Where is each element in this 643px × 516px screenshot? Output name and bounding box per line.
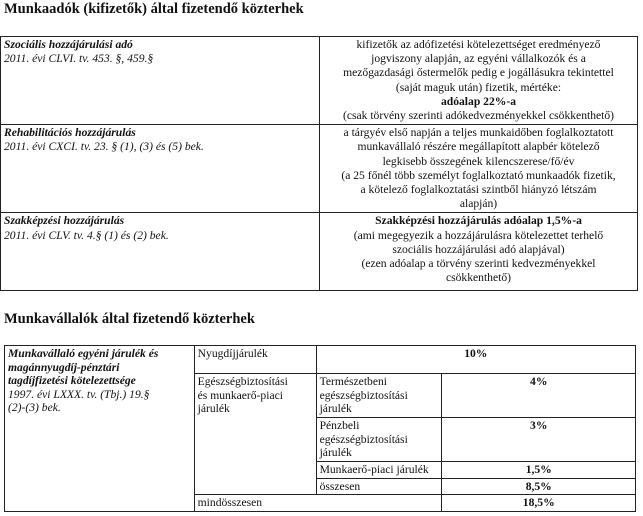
employee-contributions-table <box>4 345 636 512</box>
charge-description-cell <box>320 125 638 213</box>
desc-line-rate: adóalap 22%-a <box>440 94 517 108</box>
desc-line: (ezen adóalap a törvény szerinti kedvezményekkel <box>361 257 596 271</box>
charge-description-cell <box>320 37 638 125</box>
desc-line: a tárgyév első napján a teljes munkaidőben foglalkoztatott <box>343 126 614 140</box>
pension-value: 10% <box>316 346 635 374</box>
total-value: 18,5% <box>442 495 636 512</box>
desc-line: a kötelező foglalkoztatási szintből hiányzó létszám <box>360 183 597 197</box>
cash-label-cell <box>316 418 442 462</box>
charge-name: Szociális hozzájárulási adó <box>4 38 133 51</box>
employer-charges-table <box>0 36 638 291</box>
pension-label: Nyugdíjjárulék <box>194 346 316 374</box>
health-label-line: járulék <box>197 402 230 416</box>
charge-name-cell <box>1 213 320 291</box>
charge-description-cell <box>320 213 638 291</box>
charge-name-cell <box>1 37 320 125</box>
desc-line: csökkenthető) <box>445 271 512 285</box>
health-label-line: Egészségbiztosítási <box>197 375 288 388</box>
in-kind-label-cell <box>316 374 442 418</box>
charge-law: 2011. évi CXCI. tv. 23. § (1), (3) és (5) bek. <box>4 140 204 154</box>
desc-line: (a 25 főnél több személyt foglalkoztató munkaadók fizetik, <box>341 168 616 182</box>
health-label-line: és munkaerő-piaci <box>197 388 283 402</box>
charge-name: Rehabilitációs hozzájárulás <box>4 126 136 140</box>
employee-law-line: 1997. évi LXXX. tv. (Tbj.) 19.§ <box>8 387 150 401</box>
desc-line: kifizetők az adófizetési kötelezettséget eredményező <box>356 38 601 51</box>
desc-line: legkisebb összegének kilencszerese/fő/év <box>382 154 575 168</box>
charge-law: 2011. évi CLV. tv. 4.§ (1) és (2) bek. <box>4 228 169 242</box>
labour-value: 1,5% <box>442 462 636 479</box>
desc-line: mezőgazdasági őstermelők pedig e jogállásukra tekintettel <box>343 66 614 80</box>
desc-line: alapján) <box>459 197 498 211</box>
labour-label: Munkaerő-piaci járulék <box>316 462 442 479</box>
desc-line: jogviszony alapján, az egyéni vállalkozók és a <box>371 52 586 66</box>
employee-title-cell <box>5 346 195 512</box>
in-kind-label-line: Természetbeni <box>319 375 388 388</box>
charge-name: Szakképzési hozzájárulás <box>4 214 125 228</box>
total-label: mindösszesen <box>194 495 442 512</box>
health-label-cell <box>194 374 316 495</box>
employee-title-line: magánnyugdíj-pénztári <box>8 360 120 374</box>
cash-label-line: járulék <box>319 446 352 460</box>
employee-title-line: Munkavállaló egyéni járulék és <box>8 347 159 360</box>
desc-line: munkavállaló részére megállapított alapbér kötelező <box>357 140 600 154</box>
cash-label-line: Pénzbeli <box>319 419 360 432</box>
desc-line: szociális hozzájárulási adó alapjával) <box>392 242 565 256</box>
charge-name-cell <box>1 125 320 213</box>
employee-title-line: tagdíjfizetési kötelezettsége <box>8 374 136 388</box>
in-kind-label-line: járulék <box>319 402 352 416</box>
in-kind-value: 4% <box>442 374 636 418</box>
desc-line: (csak törvény szerinti adókedvezményekkel csökkenthető) <box>342 109 615 123</box>
employee-law-line: (2)-(3) bek. <box>8 401 61 415</box>
in-kind-label-line: egészségbiztosítási <box>319 388 408 402</box>
desc-line-rate: Szakképzési hozzájárulás adóalap 1,5%-a <box>375 214 582 228</box>
employer-section-heading: Munkaadók (kifizetők) által fizetendő közterhek <box>4 1 304 17</box>
table-row <box>1 37 638 125</box>
subtotal-value: 8,5% <box>442 478 636 495</box>
desc-line: (saját maguk után) fizetik, mértéke: <box>395 80 562 94</box>
employee-section-heading: Munkavállalók által fizetendő közterhek <box>4 311 255 327</box>
cash-label-line: egészségbiztosítási <box>319 432 408 446</box>
cash-value: 3% <box>442 418 636 462</box>
table-row <box>1 125 638 213</box>
subtotal-label: összesen <box>316 478 442 495</box>
table-row <box>1 213 638 291</box>
desc-line: (ami megegyezik a hozzájárulásra kötelezettet terhelő <box>353 228 604 242</box>
charge-law: 2011. évi CLVI. tv. 453. §, 459.§ <box>4 52 154 66</box>
table-row <box>5 346 636 374</box>
